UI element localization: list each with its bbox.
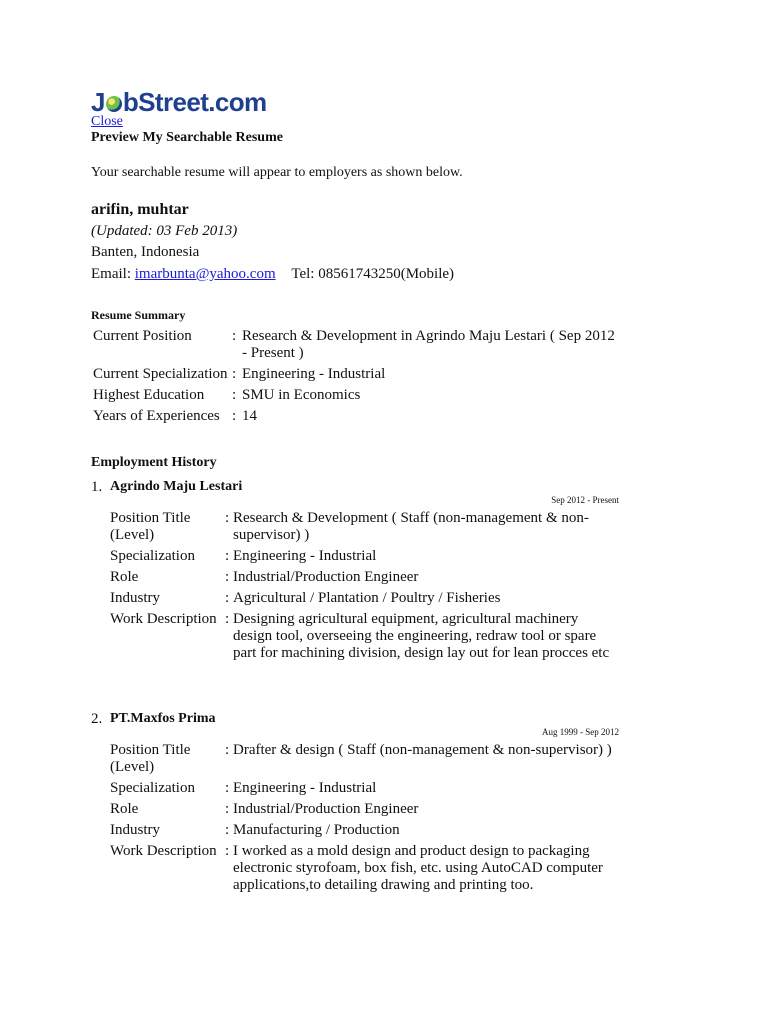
company-name: Agrindo Maju Lestari: [110, 479, 243, 494]
resume-preview: [91, 87, 651, 893]
detail-value: Industrial/Production Engineer: [233, 801, 419, 817]
job-dates: Sep 2012 - Present: [551, 495, 619, 505]
detail-label: Position Title (Level): [110, 742, 191, 775]
summary-label: Current Position: [93, 328, 192, 344]
detail-value: Engineering - Industrial: [233, 548, 377, 564]
detail-row: Work Description : I worked as a mold design and product design to packaging electronic styrofoam, box fish, etc. using AutoCAD computer applications,to detailing drawing and printing too.: [110, 843, 620, 894]
detail-label: Specialization: [110, 548, 195, 564]
detail-label: Industry: [110, 822, 160, 838]
detail-value: Agricultural / Plantation / Poultry / Fisheries: [233, 590, 501, 606]
resume-summary-table: [93, 328, 623, 429]
updated-date: (Updated: 03 Feb 2013): [91, 223, 238, 239]
detail-value: Manufacturing / Production: [233, 822, 400, 838]
detail-value: Drafter & design ( Staff (non-management & non-supervisor) ): [233, 742, 612, 758]
globe-icon: [106, 96, 122, 112]
detail-value: I worked as a mold design and product design to packaging electronic styrofoam, box fish, etc. using AutoCAD computer applications,to detailing drawing and printing too.: [233, 843, 603, 893]
detail-row: Work Description : Designing agricultural equipment, agricultural machinery design tool, overseeing the engineering, redraw tool or spare part for machining division, design lay out for lean procces etc: [110, 611, 620, 662]
employment-history-heading: Employment History: [91, 455, 217, 470]
summary-value: SMU in Economics: [242, 387, 361, 403]
detail-row: Specialization : Engineering - Industrial: [110, 780, 620, 797]
page-title: Preview My Searchable Resume: [91, 130, 283, 145]
summary-value: 14: [242, 408, 257, 424]
detail-label: Work Description: [110, 843, 217, 859]
summary-label: Years of Experiences: [93, 408, 220, 424]
detail-label: Role: [110, 569, 139, 585]
close-link[interactable]: Close: [91, 114, 123, 129]
summary-row: Current Position : Research & Development in Agrindo Maju Lestari ( Sep 2012 - Present ): [93, 328, 623, 362]
summary-row: Current Specialization : Engineering - Industrial: [93, 366, 623, 383]
telephone: Tel: 08561743250(Mobile): [291, 266, 455, 282]
summary-value: Engineering - Industrial: [242, 366, 386, 382]
job-number: 1.: [91, 479, 103, 495]
detail-label: Role: [110, 801, 139, 817]
intro-text: Your searchable resume will appear to employers as shown below.: [91, 165, 463, 180]
jobstreet-logo: J bStreet.com: [91, 87, 267, 117]
detail-row: Position Title (Level) : Research & Development ( Staff (non-management & non-supervisor) ): [110, 510, 620, 544]
resume-summary-heading: Resume Summary: [91, 308, 186, 322]
job-details: [110, 742, 620, 898]
detail-value: Industrial/Production Engineer: [233, 569, 419, 585]
detail-row: Position Title (Level) : Drafter & design ( Staff (non-management & non-supervisor) ): [110, 742, 620, 776]
summary-value: Research & Development in Agrindo Maju Lestari ( Sep 2012 - Present ): [242, 328, 615, 361]
summary-row: Years of Experiences : 14: [93, 408, 623, 425]
job-details: [110, 510, 620, 666]
summary-row: Highest Education : SMU in Economics: [93, 387, 623, 404]
summary-label: Highest Education: [93, 387, 205, 403]
detail-row: Industry : Agricultural / Plantation / Poultry / Fisheries: [110, 590, 620, 607]
detail-label: Specialization: [110, 780, 195, 796]
company-name: PT.Maxfos Prima: [110, 711, 216, 726]
detail-row: Industry : Manufacturing / Production: [110, 822, 620, 839]
email-link[interactable]: imarbunta@yahoo.com: [134, 266, 276, 282]
email-label: Email:: [91, 266, 131, 282]
detail-label: Work Description: [110, 611, 217, 627]
detail-value: Research & Development ( Staff (non-management & non-supervisor) ): [233, 510, 589, 543]
detail-value: Engineering - Industrial: [233, 780, 377, 796]
detail-row: Role : Industrial/Production Engineer: [110, 801, 620, 818]
detail-row: Specialization : Engineering - Industrial: [110, 548, 620, 565]
candidate-name: arifin, muhtar: [91, 201, 189, 218]
job-dates: Aug 1999 - Sep 2012: [542, 727, 619, 737]
candidate-location: Banten, Indonesia: [91, 244, 200, 260]
summary-label: Current Specialization: [93, 366, 228, 382]
contact-line: [91, 266, 454, 283]
detail-label: Industry: [110, 590, 160, 606]
detail-label: Position Title (Level): [110, 510, 191, 543]
detail-value: Designing agricultural equipment, agricultural machinery design tool, overseeing the engineering, redraw tool or spare part for machining division, design lay out for lean procces etc: [233, 611, 610, 661]
detail-row: Role : Industrial/Production Engineer: [110, 569, 620, 586]
job-number: 2.: [91, 711, 103, 727]
